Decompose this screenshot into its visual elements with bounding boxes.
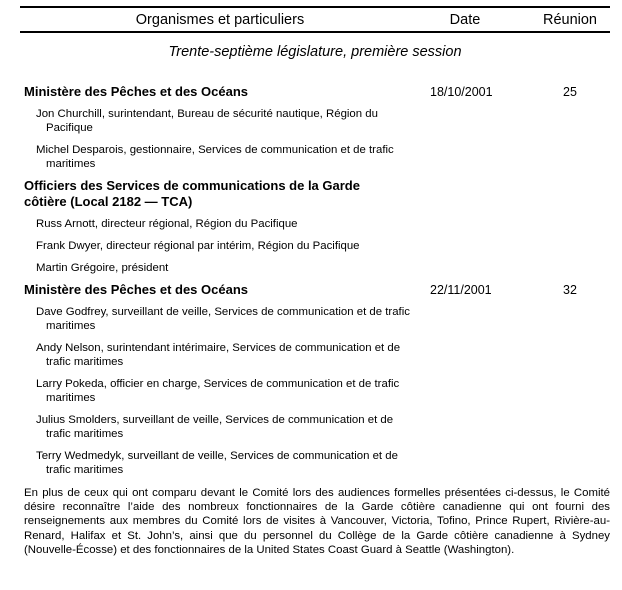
meeting-number: 32 (563, 283, 577, 297)
organization-name: Ministère des Pêches et des Océans (24, 282, 248, 297)
column-header-meeting: Réunion (542, 12, 597, 28)
column-header-date: Date (449, 12, 481, 28)
witness-entry: Russ Arnott, directeur régional, Région du Pacifique (36, 218, 298, 230)
witness-entry: Jon Churchill, surintendant, Bureau de sécurité nautique, Région du Pacifique (36, 108, 378, 134)
column-header-organizations: Organismes et particuliers (135, 12, 305, 28)
table-top-rule (20, 6, 610, 8)
meeting-date: 18/10/2001 (430, 85, 493, 99)
witness-entry: Frank Dwyer, directeur régional par intérim, Région du Pacifique (36, 240, 360, 252)
meeting-date: 22/11/2001 (430, 283, 492, 297)
header-bottom-rule (20, 31, 610, 33)
witness-entry: Andy Nelson, surintendant intérimaire, Services de communication et de trafic maritimes (36, 342, 401, 368)
witness-entry: Martin Grégoire, président (36, 262, 169, 274)
session-title: Trente-septième législature, première session (168, 44, 462, 60)
organization-name: Ministère des Pêches et des Océans (24, 84, 248, 99)
acknowledgement-paragraph: En plus de ceux qui ont comparu devant le Comité lors des audiences formelles présentées ci-dessus, le Comité désire reconnaître l’aide des nombreux fonctionnaires de la Garde côtière canadienne qui ont fourni des renseignements aux membres du Comité lors de visites à Vancouver, Victoria, Tofino, Prince Rupert, Rivière-au-Renard, Halifax et St. John’s, ainsi que du personnel du Collège de la Garde côtière canadienne à Sydney (Nouvelle-Écosse) et des fonctionnaires de la United States Coast Guard à Seattle (Washington). (24, 487, 610, 556)
witness-entry: Julius Smolders, surveillant de veille, Services de communication et de trafic maritimes (36, 414, 394, 440)
organization-name: Officiers des Services de communications de la Garde côtière (Local 2182 — TCA) (24, 178, 360, 209)
witness-entry: Larry Pokeda, officier en charge, Services de communication et de trafic maritimes (36, 378, 400, 404)
witness-entry: Terry Wedmedyk, surveillant de veille, Services de communication et de trafic maritimes (36, 450, 398, 476)
meeting-number: 25 (563, 85, 577, 99)
witness-entry: Michel Desparois, gestionnaire, Services de communication et de trafic maritimes (36, 144, 394, 170)
witness-entry: Dave Godfrey, surveillant de veille, Services de communication et de trafic maritimes (36, 306, 410, 332)
